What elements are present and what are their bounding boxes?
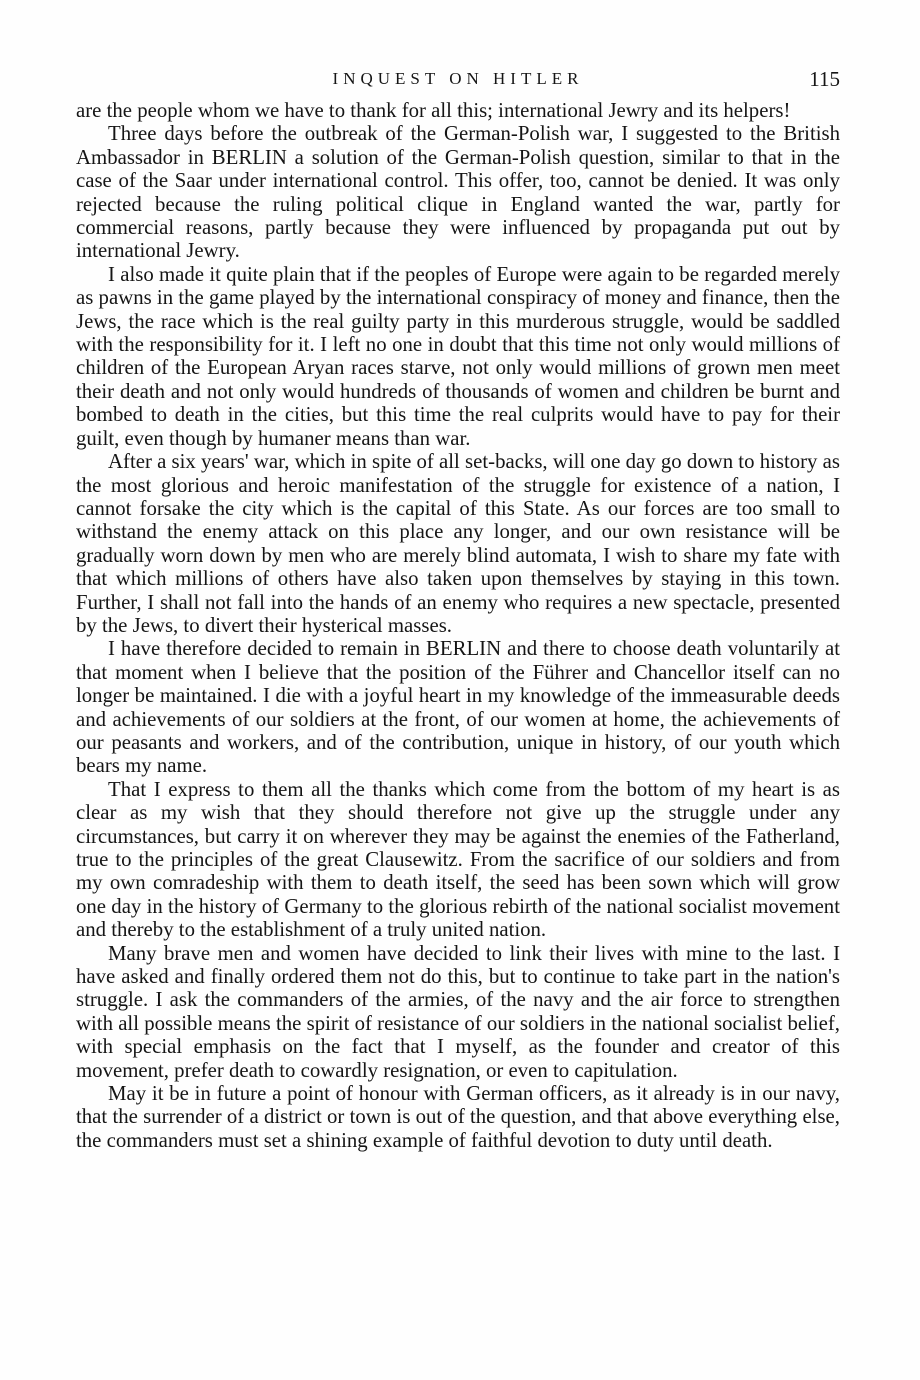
paragraph: Many brave men and women have decided to link their lives with mine to the last. I have asked and finally ordered them not do this, but to continue to take part in the nation's struggle. I ask the commanders of the armies, of the navy and the air force to strengthen with all possible means the spirit of resistance of our soldiers in the national socialist belief, with special emphasis on the fact that I myself, as the founder and creator of this movement, prefer death to cowardly resignation, or even to capitulation. bbox=[76, 941, 840, 1082]
paragraph: Three days before the outbreak of the German-Polish war, I suggested to the British Ambassador in BERLIN a solution of the German-Polish question, similar to that in the case of the Saar under international control. This offer, too, cannot be denied. It was only rejected because the ruling political clique in England wanted the war, partly for commercial reasons, partly because they were influenced by propaganda put out by international Jewry. bbox=[76, 122, 840, 263]
paragraph: After a six years' war, which in spite of all set-backs, will one day go down to history as the most glorious and heroic manifestation of the struggle for existence of a nation, I cannot forsake the city which is the capital of this State. As our forces are too small to withstand the enemy attack on this place any longer, and our own resistance will be gradually worn down by men who are merely blind automata, I wish to share my fate with that which millions of others have also taken upon themselves by staying in this town. Further, I shall not fall into the hands of an enemy who requires a new spectacle, presented by the Jews, to divert their hysterical masses. bbox=[76, 450, 840, 637]
running-header bbox=[76, 64, 840, 94]
running-title: INQUEST ON HITLER bbox=[332, 69, 584, 88]
paragraph-continued: are the people whom we have to thank for all this; international Jewry and its helpers! bbox=[76, 99, 791, 122]
paragraph: I also made it quite plain that if the peoples of Europe were again to be regarded merely as pawns in the game played by the international conspiracy of money and finance, then the Jews, the race which is the real guilty party in this murderous struggle, would be saddled with the responsibility for it. I left no one in doubt that this time not only would millions of children of the European Aryan races starve, not only would millions of grown men meet their death and not only would hundreds of thousands of women and children be burnt and bombed to death in the cities, but this time the real culprits would have to pay for their guilt, even though by humaner means than war. bbox=[76, 262, 840, 450]
page-number: 115 bbox=[809, 67, 840, 91]
paragraph: That I express to them all the thanks which come from the bottom of my heart is as clear as my wish that they should therefore not give up the struggle under any circumstances, but carry it on wherever they may be against the enemies of the Fatherland, true to the principles of the great Clausewitz. From the sacrifice of our soldiers and from my own comradeship with them to death itself, the seed has been sown which will grow one day in the history of Germany to the glorious rebirth of the national socialist movement and thereby to the establishment of a truly united nation. bbox=[76, 777, 840, 942]
body-text bbox=[76, 99, 840, 1152]
paragraph: May it be in future a point of honour with German officers, as it already is in our navy, that the surrender of a district or town is out of the question, and that above everything else, the commanders must set a shining example of faithful devotion to duty until death. bbox=[76, 1082, 840, 1152]
paragraph: I have therefore decided to remain in BERLIN and there to choose death voluntarily at that moment when I believe that the position of the Führer and Chancellor itself can no longer be maintained. I die with a joyful heart in my knowledge of the immeasurable deeds and achievements of our soldiers at the front, of our women at home, the achievements of our peasants and workers, and of the contribution, unique in history, of our youth which bears my name. bbox=[76, 637, 840, 778]
